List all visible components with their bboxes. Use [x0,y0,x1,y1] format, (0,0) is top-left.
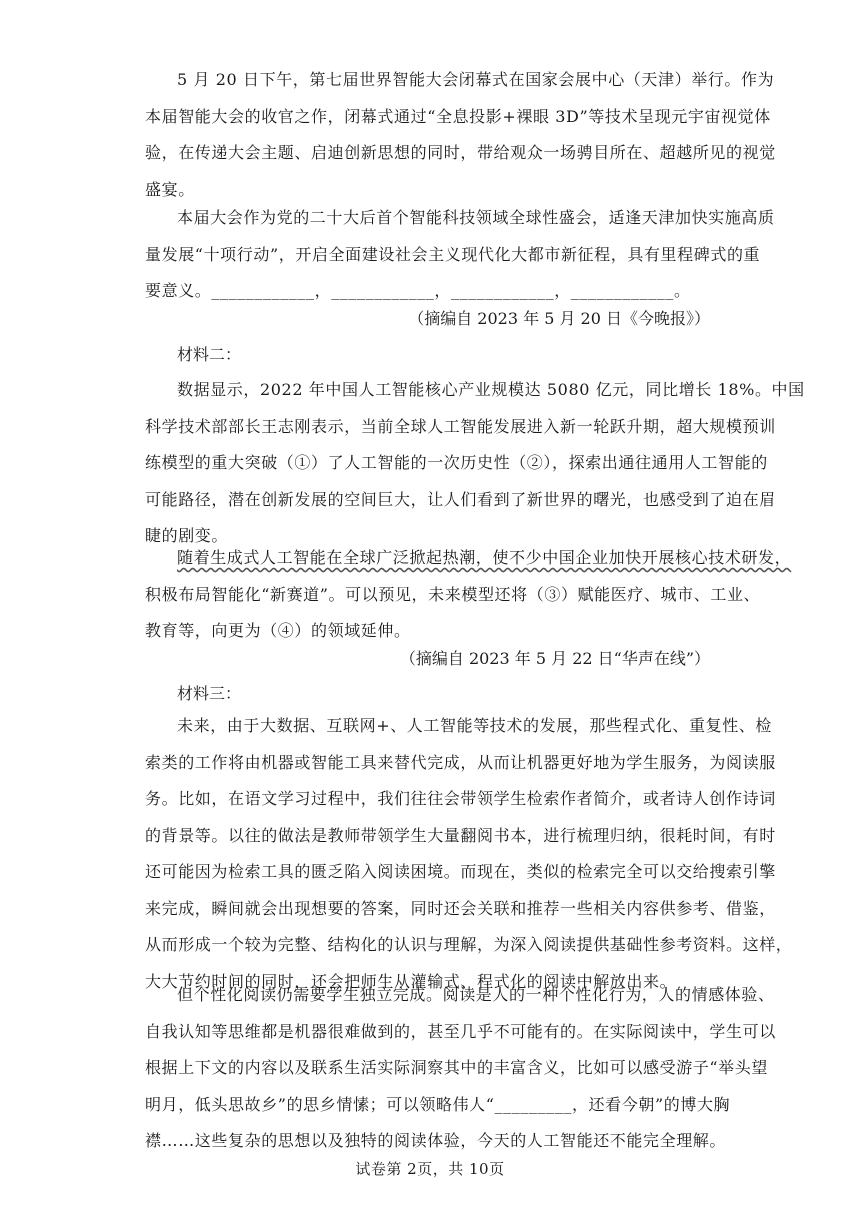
text-line: 本届大会作为党的二十大后首个智能科技领域全球性盛会，适逢天津加快实施高质 [177,208,775,227]
page-footer: 试卷第 2页，共 10页 [355,1160,505,1178]
paragraph-2 [145,200,775,310]
paragraph-6 [145,977,776,1160]
text-line: 积极布局智能化“新赛道”。可以预见，未来模型还将（③）赋能医疗、城市、工业、 [145,584,761,604]
text-line: 验，在传递大会主题、启迪创新思想的同时，带给观众一场骋目所在、超越所见的视觉 [145,143,776,162]
text-line: 从而形成一个较为完整、结构化的认识与理解，为深入阅读提供基础性参考资料。这样， [145,935,793,954]
material-2-heading: 材料二： [177,345,242,364]
text-line: 教育等，向更为（④）的领域延伸。 [145,621,411,640]
paragraph-4 [145,540,792,650]
text-line: 科学技术部部长王志刚表示，当前全球人工智能发展进入新一轮跃升期，超大规模预训 [145,416,776,436]
text-line: 5 月 20 日下午，第七届世界智能大会闭幕式在国家会展中心（天津）举行。作为 [177,70,775,89]
source-citation-1: （摘编自 2023 年 5 月 20 日《今晚报》） [408,309,710,328]
text-line: 练模型的重大突破（①）了人工智能的一次历史性（②），探索出通往通用人工智能的 [145,453,768,472]
text-line: 明月，低头思故乡”的思乡情愫；可以领略伟人“_________，还看今朝”的博大胸 [145,1094,731,1114]
text-line: 来完成，瞬间就会出现想要的答案，同时还会关联和推荐一些相关内容供参考、借鉴， [145,898,776,918]
text-line: 自我认知等思维都是机器很难做到的，甚至几乎不可能有的。在实际阅读中，学生可以 [145,1021,776,1041]
text-line: 本届智能大会的收官之作，闭幕式通过“全息投影+裸眼 3D”等技术呈现元宇宙视觉体 [145,106,771,126]
text-line: 大大节约时间的同时，还会把师生从灌输式、程式化的阅读中解放出来。 [145,971,677,991]
source-citation-2: （摘编自 2023 年 5 月 22 日“华声在线”） [399,649,710,668]
text-line: 睫的剧变。 [145,526,229,545]
text-line: 襟……这些复杂的思想以及独特的阅读体验，今天的人工智能还不能完全理解。 [145,1131,727,1150]
text-line: 还可能因为检索工具的匮乏陷入阅读困境。而现在，类似的检索完全可以交给搜索引擎 [145,862,776,881]
paragraph-1 [145,62,776,208]
paragraph-3 [145,372,805,555]
underlined-sentence: 随着生成式人工智能在全球广泛掀起热潮，使不少中国企业加快开展核心技术研发， [177,548,792,567]
text-line: 务。比如，在语文学习过程中，我们往往会带领学生检索作者简介，或者诗人创作诗词 [145,789,776,808]
text-line: 量发展“十项行动”，开启全面建设社会主义现代化大都市新征程，具有里程碑式的重 [145,244,761,264]
text-line [145,540,792,577]
text-line: 可能路径，潜在创新发展的空间巨大，让人们看到了新世界的曙光，也感受到了迫在眉 [145,489,776,509]
text-line: 盛宴。 [145,179,195,199]
text-line: 索类的工作将由机器或智能工具来替代完成，从而让机器更好地为学生服务，为阅读服 [145,752,776,772]
text-line: 的背景等。以往的做法是教师带领学生大量翻阅书本，进行梳理归纳，很耗时间，有时 [145,825,776,845]
text-line: 根据上下文的内容以及联系生活实际洞察其中的丰富含义，比如可以感受游子“举头望 [145,1058,768,1077]
text-line: 数据显示，2022 年中国人工智能核心产业规模达 5080 亿元，同比增长 18%。中国 [177,380,805,399]
text-line: 但个性化阅读仍需要学生独立完成。阅读是人的一种个性化行为，人的情感体验、 [177,985,775,1004]
text-line: 要意义。____________，____________，____________，____________。 [145,281,691,300]
paragraph-5 [145,708,793,1000]
text-line: 未来，由于大数据、互联网+、人工智能等技术的发展，那些程式化、重复性、检 [177,716,773,735]
material-3-heading: 材料三： [177,684,242,703]
